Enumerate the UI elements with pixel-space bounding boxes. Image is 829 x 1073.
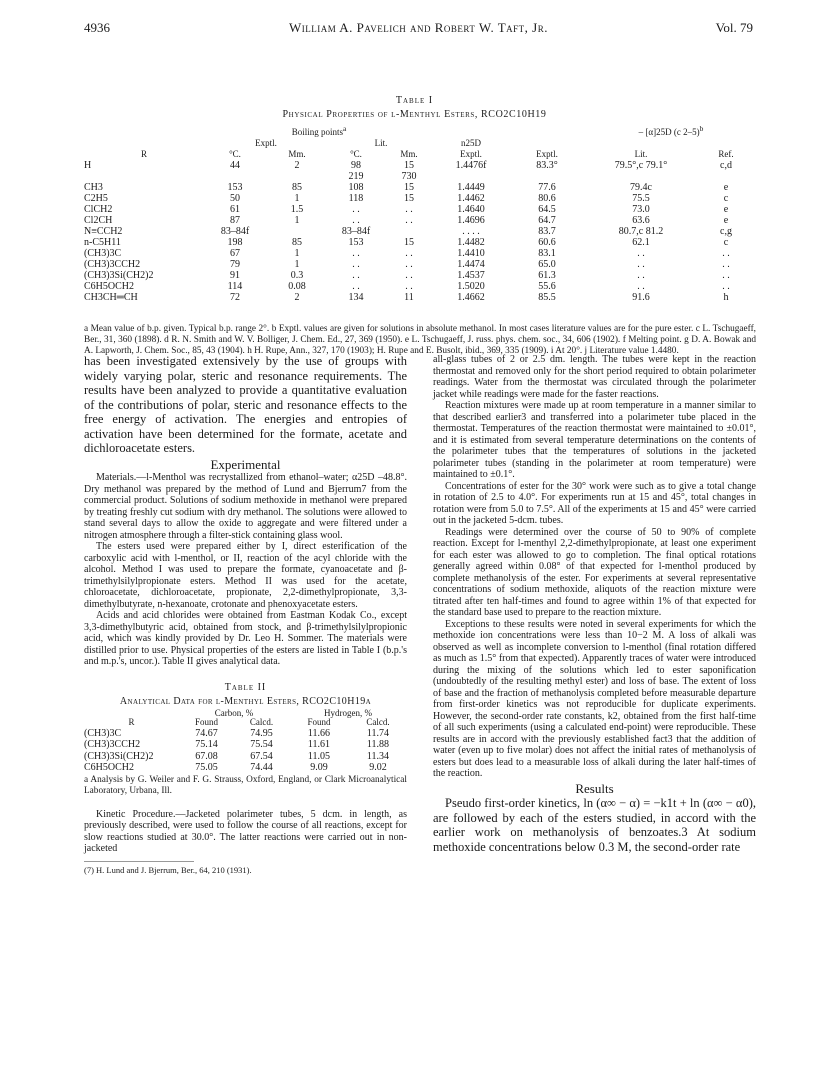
table1-cell-lbp: . .: [352, 248, 360, 259]
table1-cell-ref: h: [723, 292, 729, 303]
acids-paragraph: Acids and acid chlorides were obtained from Eastman Kodak Co., except 3,3-dimethylbutyric acid, obtained from stock, and β-trimethylsilylpropionic acid, which was kindly provided by Dr. Leo H. Sommer. The materials were distilled prior to use. Physical properties of the esters are listed in Table I (b.p.'s and m.p.'s, uncor.). Table II gives analytical data.: [84, 610, 407, 667]
table1-cell-n: 1.4449: [457, 182, 485, 193]
table1-cell-exp: 65.0: [538, 259, 556, 270]
table1-cell-n: [434, 171, 508, 182]
table1: [84, 123, 756, 303]
table1-cell-exp: 83.3°: [536, 160, 558, 171]
paragraph: Exceptions to these results were noted in several experiments for which the methoxide ion concentrations were less than 10−2 M. A loss of alkali was observed as well as incomplete conversion to l-menthol (final rotation differed as much as 1.5° from that expected). Apparently traces of water were introduced during the mixing of the solutions which led to ester saponification (undoubtedly of the resulting methyl ester) and loss of base. The extent of loss of base and the fraction of methanolysis completed before measurable departure from first-order kinetics was not reproducible for duplicate experiments. However, the second-order rate constants, k2, obtained from the first half-time of all such experiments (using a calculated end-point) were reproducible. These results are in accord with the previously established fact3 that the addition of water (even up to five molar) does not affect the initial rates of methanolysis of esters but does lead to a measurable loss of alkali during the later half-times of the reaction.: [433, 618, 756, 779]
col-header: Mm.: [288, 149, 306, 159]
table1-cell-bp: 114: [227, 281, 243, 292]
col-header: °C.: [229, 149, 241, 159]
col-header: Ref.: [718, 149, 734, 159]
table1-cell-n: 1.4696: [457, 215, 485, 226]
table1-cell-mm: 85: [292, 182, 302, 193]
table1-cell-lmm: 730: [401, 171, 417, 182]
volume-label: Vol. 79: [715, 20, 753, 35]
table1-cell-mm: [266, 226, 328, 237]
table1-cell-lit: 63.6: [632, 215, 650, 226]
col-header: Exptl.: [536, 149, 558, 159]
table1-cell-lbp: . .: [352, 215, 360, 226]
table1-cell-exp: 64.5: [538, 204, 556, 215]
table1-cell-exp: [508, 171, 586, 182]
table2-cell-hc: 11.74: [366, 727, 390, 739]
table1-row: [84, 160, 756, 171]
table1-row: [84, 281, 756, 292]
table1-cell-n: 1.4640: [457, 204, 485, 215]
table1-cell-r: (CH3)3CCH2: [84, 259, 141, 270]
table1-cell-bp: 91: [230, 270, 240, 281]
table1-cell-lmm: . .: [405, 270, 413, 281]
table1-notes: a Mean value of b.p. given. Typical b.p. range 2°. b Exptl. values are given for solutions in absolute methanol. In most cases literature values are for the pure ester. c L. Tschugaeff, Ber., 31, 360 (1898). d R. N. Smith and W. V. Bolliger, J. Chem. Ed., 27, 369 (1950). e L. Tschugaeff, J. russ. phys. chem. soc., 34, 606 (1902). f Melting point. g D. A. Bowak and A. Lapworth, J. Chem. Soc., 85, 43 (1904). h H. Rupe, Ann., 327, 170 (1903); H. Rupe and E. Busolt, ibid., 369, 335 (1909). i At 20°. j Literature value 1.4480.: [84, 324, 756, 356]
table1-cell-mm: 1.5: [290, 204, 304, 215]
table1-cell-mm: 1: [294, 193, 300, 204]
right-column: [433, 354, 756, 854]
table2-cell-cc: 75.54: [250, 739, 273, 750]
table1-cell-bp: 44: [230, 160, 240, 171]
materials-paragraph: Materials.—l-Menthol was recrystallized from ethanol–water; α25D –48.8°. Dry methanol was prepared by the method of Lund and Bjerrum7 from the commercial product. Solutions of sodium methoxide in methanol were prepared by treating freshly cut sodium with dry methanol. The solutions were allowed to stand several days to allow the oxide to aggregate and were filtered under a nitrogen atmosphere through a filter-stick containing glass wool.: [84, 472, 407, 541]
table1-cell-exp: 77.6: [538, 182, 556, 193]
table1-cell-exp: 55.6: [538, 281, 556, 292]
table2-cell-hf: 9.09: [310, 762, 328, 773]
esters-paragraph: The esters used were prepared either by I, direct esterification of the carboxylic acid with l-menthol, or II, reaction of the acyl chloride with the alcohol. Method I was used to prepare the formate, cyanoacetate and β-trimethylsilylpropionate esters. Method II was used for the acetate, chloroacetate, dichloroacetate, propionate, 2,2-dimethylpropionate, 3,3-dimethylbutyrate, n-hexanoate, crotonate and phenoxyacetate esters.: [84, 541, 407, 610]
kinetic-procedure-paragraph: Kinetic Procedure.—Jacketed polarimeter tubes, 5 dcm. in length, as previously described, were used to follow the course of all reactions, except for slow reactions studied at 30.0°. The latter reactions were carried out in non-jacketed: [84, 808, 407, 854]
table1-cell-lit: 91.6: [632, 292, 650, 303]
table1-cell-n: . . . .: [462, 226, 480, 237]
table2-cell-r: (CH3)3Si(CH2)2: [84, 750, 154, 762]
paragraph: all-glass tubes of 2 or 2.5 dm. length. The tubes were kept in the reaction thermostat and removed only for the short period required to obtain polarimeter readings. Water from the thermostat was circulated through the polarimeter jacket while readings were made for the faster reactions.: [433, 354, 756, 400]
table2-cell-hf: 11.66: [307, 727, 331, 739]
table1-cell-lmm: 11: [404, 292, 414, 303]
table2-note: a Analysis by G. Weiler and F. G. Strauss, Oxford, England, or Clark Microanalytical Laboratory, Urbana, Ill.: [84, 774, 407, 796]
table2-row: [84, 762, 407, 774]
col-header: Exptl.: [460, 149, 482, 159]
col-header: Lit.: [634, 149, 648, 159]
table1-row: [84, 259, 756, 270]
table1-cell-ref: c,d: [720, 160, 732, 171]
table2-row: [84, 751, 407, 763]
running-title: William A. Pavelich and Robert W. Taft, Jr.: [289, 20, 548, 35]
table1-cell-lbp: . .: [352, 259, 360, 270]
table1-cell-exp: 80.6: [538, 193, 556, 204]
table1-cell-lit: 73.0: [632, 204, 650, 215]
table1-cell-exp: 83.1: [538, 248, 556, 259]
table1-cell-lit: . .: [637, 259, 645, 270]
intro-paragraph: has been investigated extensively by the use of groups with widely varying polar, steric and resonance requirements. The results have been analyzed to provide a quantitative evaluation of the contributions of polar, steric and resonance effects to the free energy of activation. The energies and entropies of activation have been determined for the formate, acetate and dichloroacetate esters.: [84, 354, 407, 455]
table1-cell-mm: 1: [294, 248, 300, 259]
table1-cell-exp: 61.3: [538, 270, 556, 281]
lit-header: Lit.: [374, 138, 388, 148]
table1-cell-lmm: . .: [405, 259, 413, 270]
table1-row: [84, 182, 756, 193]
table1-row: [84, 171, 756, 182]
table2-cell-cf: 75.14: [195, 739, 218, 750]
table2-cell-r: C6H5OCH2: [84, 762, 135, 773]
table1-cell-lbp: 118: [348, 193, 364, 204]
table1-cell-lit: . .: [637, 248, 645, 259]
table2-cell-cf: 67.08: [195, 750, 218, 762]
table2-cell-hc: 9.02: [369, 762, 387, 773]
table1-cell-bp: 83–84f: [220, 226, 250, 237]
table1-cell-r: [84, 171, 204, 182]
table1-cell-n: 1.4410: [457, 248, 485, 259]
table1-cell-n: 1.5020: [457, 281, 485, 292]
table1-cell-lbp: 153: [348, 237, 364, 248]
table1-cell-mm: 1: [294, 215, 300, 226]
carbon-header: Carbon, %: [214, 707, 254, 718]
table1-cell-mm: 1: [294, 259, 300, 270]
calcd-header: Calcd.: [366, 717, 390, 727]
table1-cell-r: (CH3)3C: [84, 248, 122, 259]
table1-row: [84, 226, 756, 237]
table1-cell-n: 1.4476f: [455, 160, 487, 171]
table1-cell-ref: [696, 171, 756, 182]
found-header: Found: [307, 717, 331, 727]
table1-cell-lbp: . .: [352, 281, 360, 292]
table2-cell-r: (CH3)3CCH2: [84, 739, 141, 750]
table1-cell-mm: 0.3: [290, 270, 304, 281]
table1-cell-r: N≡CCH2: [84, 226, 123, 237]
table1-cell-lmm: 15: [404, 193, 414, 204]
table1-cell-r: H: [84, 160, 92, 171]
table1-cell-bp: 50: [230, 193, 240, 204]
table2-cell-cc: 67.54: [250, 750, 273, 762]
exptl-header: Exptl.: [255, 138, 277, 148]
table2-cell-r: (CH3)3C: [84, 727, 122, 739]
table1-cell-lmm: 15: [404, 237, 414, 248]
calcd-header: Calcd.: [249, 717, 274, 727]
table1-cell-r: n-C5H11: [84, 237, 121, 248]
page-header: [84, 20, 753, 38]
table1-cell-lit: 75.5: [632, 193, 650, 204]
table1-cell-ref: . .: [722, 248, 730, 259]
table1-cell-lit: . .: [637, 281, 645, 292]
table1-cell-lit: . .: [637, 270, 645, 281]
table1-cell-r: Cl2CH: [84, 215, 113, 226]
table2-cell-cc: 74.95: [250, 727, 273, 739]
table1-cell-lit: 80.7,c 81.2: [618, 226, 664, 237]
table1-cell-ref: c,g: [720, 226, 732, 237]
table1-cell-lbp: 134: [348, 292, 364, 303]
found-header: Found: [194, 717, 218, 727]
table1-cell-lmm: . .: [405, 248, 413, 259]
table1-cell-lbp: 219: [348, 171, 364, 182]
table1-cell-r: (CH3)3Si(CH2)2: [84, 270, 154, 281]
table1-cell-n: 1.4482: [457, 237, 485, 248]
table2-cell-hc: 11.88: [366, 739, 390, 750]
table1-cell-bp: 198: [227, 237, 243, 248]
table1-cell-ref: . .: [722, 259, 730, 270]
table1-cell-bp: 87: [230, 215, 240, 226]
table1-row: [84, 248, 756, 259]
boiling-points-header: Boiling points$^a$: [291, 124, 347, 137]
table2-cell-hc: 11.34: [366, 750, 390, 762]
table1-cell-r: CH3CH═CH: [84, 292, 138, 303]
table1-row: [84, 270, 756, 281]
table2-cell-cf: 75.05: [195, 762, 218, 773]
table2: [84, 709, 407, 774]
table1-label: Table I: [395, 95, 434, 106]
table1-cell-mm: 2: [294, 292, 300, 303]
table1-cell-r: ClCH2: [84, 204, 113, 215]
table1-cell-bp: 72: [230, 292, 240, 303]
r-header: R: [140, 149, 147, 159]
table1-cell-n: 1.4537: [457, 270, 485, 281]
table1-row: [84, 204, 756, 215]
table2-caption: Analytical Data for l-Menthyl Esters, RCO2C10H19a: [119, 696, 372, 707]
table1-cell-bp: 61: [230, 204, 240, 215]
table1-row: [84, 215, 756, 226]
table2-cell-cc: 74.44: [250, 762, 273, 773]
table1-cell-n: 1.4474: [457, 259, 485, 270]
table1-cell-ref: . .: [722, 270, 730, 281]
table1-cell-lmm: 15: [404, 182, 414, 193]
results-heading: Results: [575, 780, 614, 796]
table1-cell-lbp: . .: [352, 204, 360, 215]
footnote: (7) H. Lund and J. Bjerrum, Ber., 64, 210 (1931).: [84, 864, 252, 875]
paragraph: Readings were determined over the course of 50 to 90% of complete reaction. Except for l-menthyl 2,2-dimethylpropionate, at least one experiment for each ester was allowed to go to completion. The final optical rotations generally agreed within 0.08° of that expected for l-menthol produced by complete methanolysis of the ester. For experiments at several representative concentrations of sodium methoxide, aliquots of the reaction mixture were titrated after ten half-times and found to agree within 1% of that expected for the standard base used to prepare to the reaction mixture.: [433, 526, 756, 618]
table1-cell-ref: . .: [722, 281, 730, 292]
table1-cell-lit: 79.4c: [630, 182, 652, 193]
table1-caption: Physical Properties of l-Menthyl Esters, RCO2C10H19: [282, 109, 547, 120]
table2-cell-hf: 11.05: [307, 750, 331, 762]
hydrogen-header: Hydrogen, %: [324, 707, 372, 718]
experimental-heading: Experimental: [210, 456, 281, 472]
table1-cell-ref: e: [723, 215, 729, 226]
paragraph: Reaction mixtures were made up at room temperature in a manner similar to that described earlier3 and transferred into a polarimeter tube placed in the thermostat. Temperatures of the reaction thermostat were maintained to ±0.01°, and it is estimated from several temperature determinations on the contents of the polarimeter tubes that the temperatures of solutions in the jacketed polarimeter tubes (standing in the polarimeter at room temperature) were maintained to ±0.1°.: [433, 400, 756, 480]
table1-cell-exp: 85.5: [538, 292, 556, 303]
table1-cell-ref: c: [723, 237, 729, 248]
table1-row: [84, 292, 756, 303]
left-column: [84, 354, 407, 876]
table1-cell-r: CH3: [84, 182, 103, 193]
rotation-header: – [α]25D (c 2–5)$^b$: [638, 124, 704, 137]
paragraph: Concentrations of ester for the 30° work were such as to give a total change in rotation of 2.5 to 4.0°. For experiments run at 15 and 45°, total changes in rotation were from 5.0 to 7.5°. All of the experiments at 15 and 45° were carried out in the jacketed 5-dcm. tubes.: [433, 480, 756, 526]
table1-cell-lmm: [384, 226, 434, 237]
table1-cell-r: C6H5OCH2: [84, 281, 135, 292]
table1-cell-lit: [586, 171, 696, 182]
table1-cell-bp: 79: [230, 259, 240, 270]
table2-cell-cf: 74.67: [195, 727, 218, 739]
table1-row: [84, 193, 756, 204]
results-paragraph: Pseudo first-order kinetics, ln (α∞ − α) = −k1t + ln (α∞ − α0), are followed by each of the esters studied, in accord with the earlier work on methanolysis of benzoates.3 At sodium methoxide concentrations below 0.3 M, the second-order rate: [433, 796, 756, 854]
table1-cell-bp: 153: [227, 182, 243, 193]
table1-cell-lmm: . .: [405, 215, 413, 226]
table1-cell-r: C2H5: [84, 193, 108, 204]
table1-cell-lbp: 108: [348, 182, 364, 193]
table1-cell-lit: 79.5°,c 79.1°: [614, 160, 668, 171]
table1-cell-ref: c: [723, 193, 729, 204]
col-header: °C.: [350, 149, 362, 159]
table1-cell-lbp: . .: [352, 270, 360, 281]
table1-cell-lmm: 15: [404, 160, 414, 171]
table1-cell-lit: 62.1: [632, 237, 650, 248]
table1-cell-n: 1.4462: [457, 193, 485, 204]
table1-cell-ref: e: [723, 182, 729, 193]
nd-header: n25D: [461, 138, 481, 148]
table1-cell-exp: 60.6: [538, 237, 556, 248]
table1-cell-mm: 2: [294, 160, 300, 171]
table1-cell-lbp: 83–84f: [341, 226, 371, 237]
table1-cell-n: 1.4662: [457, 292, 485, 303]
table1-row: [84, 237, 756, 248]
table1-cell-lbp: 98: [351, 160, 361, 171]
r-header: R: [128, 717, 135, 727]
table1-cell-exp: 64.7: [538, 215, 556, 226]
table1-cell-mm: 85: [292, 237, 302, 248]
table1-cell-mm: [266, 171, 328, 182]
table1-cell-lmm: . .: [405, 281, 413, 292]
col-header: Mm.: [400, 149, 418, 159]
table2-row: [84, 739, 407, 751]
table1-cell-lmm: . .: [405, 204, 413, 215]
table2-row: [84, 728, 407, 740]
table2-label: Table II: [224, 681, 267, 693]
table1-cell-ref: e: [723, 204, 729, 215]
table1-cell-bp: [204, 171, 266, 182]
table1-cell-mm: 0.08: [288, 281, 306, 292]
table1-cell-bp: 67: [230, 248, 240, 259]
table1-cell-exp: 83.7: [538, 226, 556, 237]
table2-cell-hf: 11.61: [307, 739, 331, 750]
page-number: 4936: [84, 20, 110, 35]
